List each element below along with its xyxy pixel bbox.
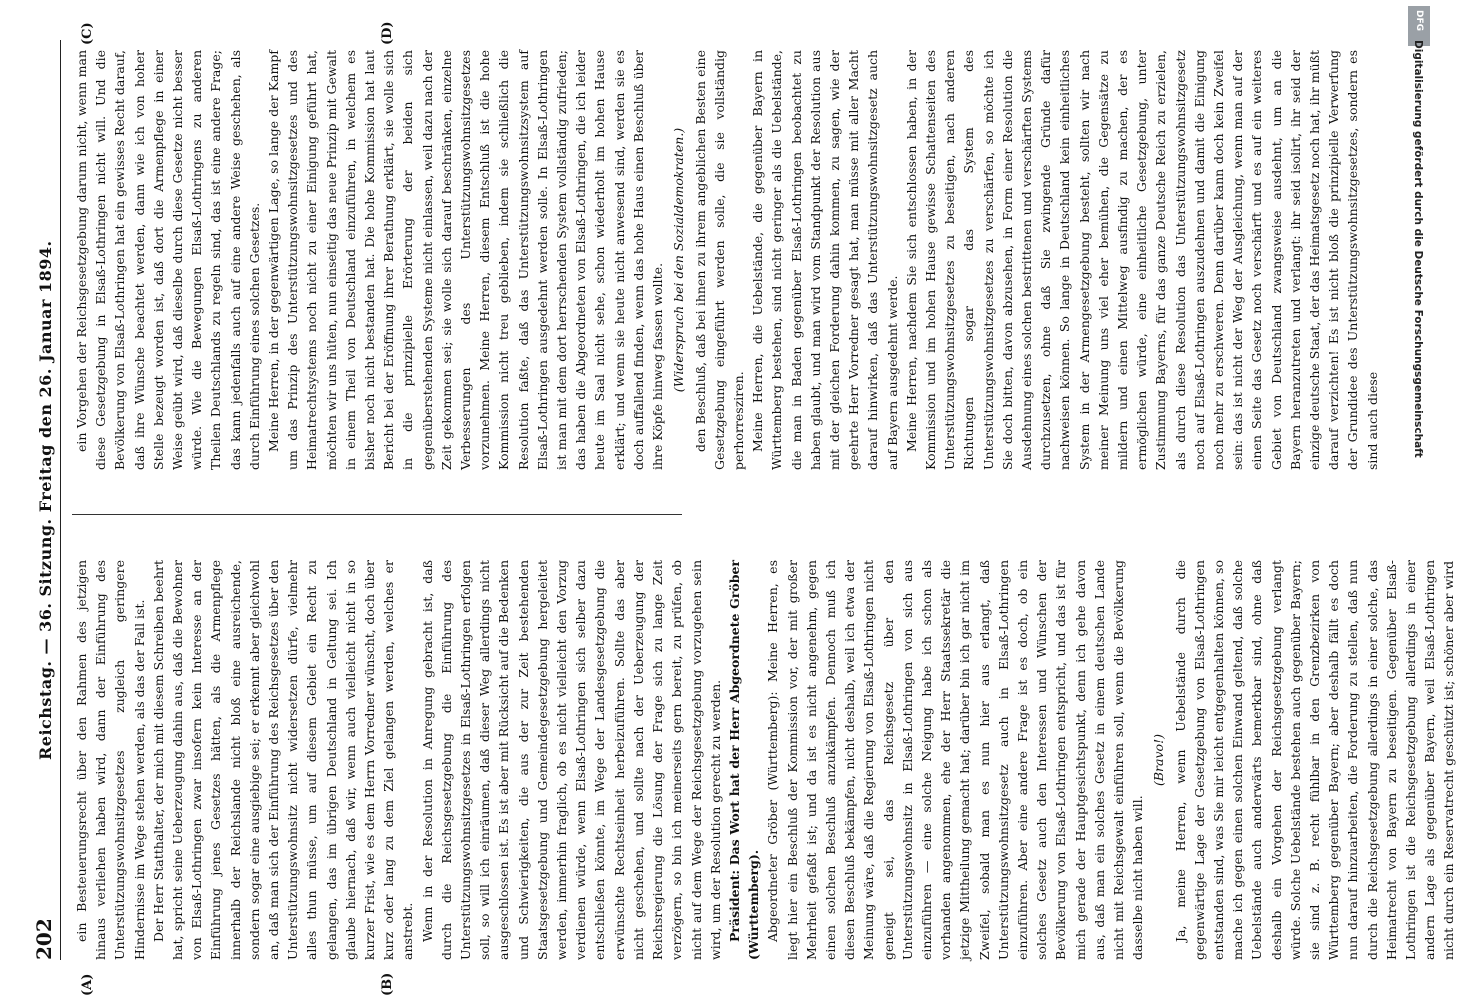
- paragraph: Ja, meine Herren, wenn Uebelstände durch die gegenwärtige Lage der Gesetzgebung von Elsaß-Lothringen entstanden sind, was Sie mir leicht entgegenhalten können, so mache ich gegen einen solchen Einwand geltend, daß solche Uebelstände auch anderwärts bemerkbar sind, ohne daß deshalb ein Vorgehen der Reichsgesetzgebung verlangt würde. Solche Uebelstände bestehen auch gegenüber Bayern; sie sind z. B. recht fühlbar in den Grenzbezirken von Württemberg gegenüber Bayern; aber deshalb fällt es doch nun darauf hinzuarbeiten, die Forderung zu stellen, daß nun durch die Reichsgesetzgebung allerdings in einer solche, das Heimatrecht von Bayern zu beseitigen. Gegenüber Elsaß-Lothringen ist die Reichsgesetzgebung allerdings in einer andern Lage als gegenüber Bayern, weil Elsaß-Lothringen nicht durch ein Reservatrecht geschützt ist; schöner aber wird: [1172, 560, 1457, 960]
- margin-marker-b: (B): [380, 972, 395, 996]
- running-head: [30, 40, 61, 960]
- funding-credit: Digitalisierung gefördert durch die Deutsche Forschungsgemeinschaft: [1412, 40, 1424, 458]
- paragraph: Wenn in der Resolution in Anregung gebracht ist, daß durch die Reichsgesetzgebung die Einführung des Unterstützungswohnsitzgesetzes in Elsaß-Lothringen erfolgen soll, so will ich einräumen, daß dieser Weg allerdings nicht ausgeschlossen ist. Es ist aber mit Rücksicht auf die Bedenken und Schwierigkeiten, die aus der zur Zeit bestehenden Staatsgesetzgebung und Gemeindegesetzgebung hergeleitet werden, immerhin fraglich, ob es nicht vielleicht den Vorzug verdienen würde, wenn Elsaß-Lothringen sich selber dazu entschließen könnte, im Wege der Landesgesetzgebung die erwünschte Rechtseinheit herbeizuführen. Sollte das aber nicht geschehen, und sollte nach der Ueberzeugung der Reichsregierung die Lösung der Frage sich zu lange Zeit verzögern, so bin ich meinerseits gern bereit, zu prüfen, ob nicht auf dem Wege der Reichsgesetzgebung vorzugehen sein wird, um der Resolution gerecht zu werden.: [419, 560, 723, 960]
- interruption: (Widerspruch bei den Sozialdemokraten.): [671, 127, 687, 393]
- left-column: [72, 560, 1457, 960]
- dfg-badge: DFG: [1408, 6, 1430, 46]
- page-number: 202: [32, 918, 56, 960]
- interjection: (Bravo!): [1151, 734, 1167, 786]
- paragraph: Meine Herren, die Uebelstände, die gegenüber Bayern in Württemberg bestehen, sind nicht geringer als die Uebelstände, die man in Baden gegenüber Elsaß-Lothringen beobachtet zu haben glaubt, und man wird vom Standpunkt der Resolution aus mit der gleichen Forderung dahin kommen, zu sagen, wie der geehrte Herr Vorredner gesagt hat, man müsse mit aller Macht darauf hinwirken, daß das Unterstützungswohnsitzgesetz auch auf Bayern ausgedehnt werde.: [750, 50, 900, 470]
- paragraph: Meine Herren, in der gegenwärtigen Lage, so lange der Kampf um das Prinzip des Unterstützungswohnsitzgesetzes und des Heimatrechtsystems noch nicht zu einer Einigung geführt hat, möchten wir uns hüten, nun einseitig das neue Prinzip mit Gewalt in einem Theil von Deutschland einzuführen, in welchem es bisher noch nicht bestanden hat. Die hohe Kommission hat laut Bericht bei der Eröffnung ihrer Berathung erklärt, sie wolle sich in die prinzipielle Erörterung der beiden sich gegenüberstehenden Systeme nicht einlassen, weil dazu nach der Zeit gekommen sei; sie wolle sich darauf beschränken, einzelne Verbesserungen des Unterstützungswohnsitzgesetzes vorzunehmen. Meine Herren, diesem Entschluß ist die hohe Kommission nicht treu geblieben, indem sie schließlich die Resolution faßte, daß das Unterstützungswohnsitzsystem auf Elsaß-Lothringen ausgedehnt werden solle. In Elsaß-Lothringen ist man mit dem dort herrschenden System vollständig zufrieden; das haben die Abgeordneten von Elsaß-Lothringen, die ich leider heute im Saal nicht sehe, schon wiederholt im hohen Hause erklärt; und wenn sie heute nicht anwesend sind, werden sie es doch auffallend finden, wenn das hohe Haus einen Beschluß über ihre Köpfe hinweg fassen wollte.: [266, 49, 666, 470]
- paragraph: ein Besteuerungsrecht über den Rahmen des jetzigen hinaus verliehen haben wird, dann der Einführung des Unterstützungswohnsitzgesetzes zugleich geringere Hindernisse im Wege stehen werden, als das der Fall ist.: [74, 560, 147, 960]
- margin-marker-d: (D): [380, 21, 395, 45]
- right-column: [72, 49, 1380, 470]
- paragraph: Meine Herren, nachdem Sie sich entschlossen haben, in der Kommission und im hohen Hause gewisse Schattenseiten des Unterstützungswohnsitzgesetzes zu beseitigen, nach anderen Richtungen sogar das System des Unterstützungswohnsitzgesetzes zu verschärfen, so möchte ich Sie doch bitten, davon abzusehen, in Form einer Resolution die Ausdehnung eines solchen bestrittenen und verschärften Systems durchzusetzen, ohne daß Sie zwingende Gründe dafür nachweisen können. So lange in Deutschland kein einheitliches System in der Armengesetzgebung besteht, sollten wir nach meiner Meinung uns viel eher bemühen, die Gegensätze zu mildern und einen Mittelweg ausfindig zu machen, der es ermöglichen würde, eine einheitliche Gesetzgebung, unter Zustimmung Bayerns, für das ganze Deutsche Reich zu erzielen, als durch diese Resolution das Unterstützungswohnsitzgesetz noch auf Elsaß-Lothringen auszudehnen und damit die Einigung noch mehr zu erschweren. Denn darüber kann doch kein Zweifel sein: das ist nicht der Weg der Ausgleichung, wenn man auf der einen Seite das Gesetz noch verschärft und es auf ein weiteres Gebiet von Deutschland zwangsweise ausdehnt, um an die Bayern heranzutreten und verlangt: ihr seid isolirt, ihr seid der einzige deutsche Staat, der das Heimatsgesetz noch hat, ihr müßt darauf verzichten! Es ist nicht bloß die prinzipielle Verwerfung der Grundidee des Unterstützungswohnsitzgesetzes, sondern es sind auch diese: [903, 50, 1380, 470]
- president-line: Präsident: Das Wort hat der Herr Abgeordnete Gröber (Württemberg).: [726, 560, 762, 960]
- margin-marker-a: (A): [80, 973, 95, 996]
- paragraph: den Beschluß, daß bei ihnen zu ihrem angeblichen Besten eine Gesetzgebung eingeführt werden solle, die sie vollständig perhorresziren.: [692, 50, 746, 470]
- column-divider: [72, 514, 682, 515]
- speech-paragraph: Abgeordneter Gröber (Württemberg): Meine Herren, es liegt hier ein Beschluß der Kommission vor, der mit großer Mehrheit gefaßt ist; und da ist es nicht angenehm, gegen einen solchen Beschluß anzukämpfen. Dennoch muß ich diesen Beschluß bekämpfen, nicht deshalb, weil ich etwa der Meinung wäre, daß die Regierung von Elsaß-Lothringen nicht geneigt sei, das Reichsgesetz über den Unterstützungswohnsitz in Elsaß-Lothringen von sich aus einzuführen — eine solche Neigung habe ich schon als vorhanden angenommen, ehe der Herr Staatssekretär die jetzige Mittheilung gemacht hat; darüber bin ich gar nicht im Zweifel, sobald man es nun hier aus erlangt, daß Unterstützungswohnsitzgesetz auch in Elsaß-Lothringen einzuführen. Aber eine andere Frage ist es doch, ob ein solches Gesetz auch den Interessen und Wünschen der Bevölkerung von Elsaß-Lothringen entspricht, und das ist für mich gerade der Hauptgesichtspunkt, denn ich gehe davon aus, daß man ein solches Gesetz in einem deutschen Lande nicht mit Reichsgewalt einführen soll, wenn die Bevölkerung dasselbe nicht haben will.: [765, 560, 1146, 960]
- margin-marker-c: (C): [80, 22, 95, 45]
- paragraph: Der Herr Statthalter, der mich mit diesem Schreiben beehrt hat, spricht seine Ueberzeugung dahin aus, daß die Bewohner von Elsaß-Lothringen zwar insofern kein Interesse an der Einführung jenes Gesetzes hätten, als die Armenpflege innerhalb der Reichslande nicht bloß eine ausreichende, sondern sogar eine ausgiebige sei; er erkennt aber gleichwohl an, daß man sich der Einführung des Reichsgesetzes über den Unterstützungswohnsitz nicht widersetzen dürfe, vielmehr alles thun müsse, um auf diesem Gebiet ein Recht zu gelangen, das im übrigen Deutschland in Geltung sei. Ich glaube hiernach, daß wir, wenn auch vielleicht nicht in so kurzer Frist, wie es dem Herrn Vorredner wünscht, doch über kurz oder lang zu dem Ziel gelangen werden, welches er anstrebt.: [150, 560, 416, 960]
- page-title: Reichstag. — 36. Sitzung. Freitag den 26. Januar 1894.: [36, 240, 55, 760]
- paragraph: ein Vorgehen der Reichsgesetzgebung darum nicht, wenn man diese Gesetzgebung in Elsaß-Lothringen nicht will. Und die Bevölkerung von Elsaß-Lothringen hat ein gewisses Recht darauf, daß ihre Wünsche beachtet werden, dann wie ich von hoher Stelle bezeugt worden ist, daß dort die Armenpflege in einer Weise geübt wird, daß dieselbe durch diese Gesetze nicht besser würde. Wie die Bewegungen Elsaß-Lothringens zu anderen Theilen Deutschlands zu regeln sind, das ist eine andere Frage; das kann jedenfalls auch auf eine andere Weise geschehen, als durch Einführung eines solchen Gesetzes.: [74, 50, 262, 470]
